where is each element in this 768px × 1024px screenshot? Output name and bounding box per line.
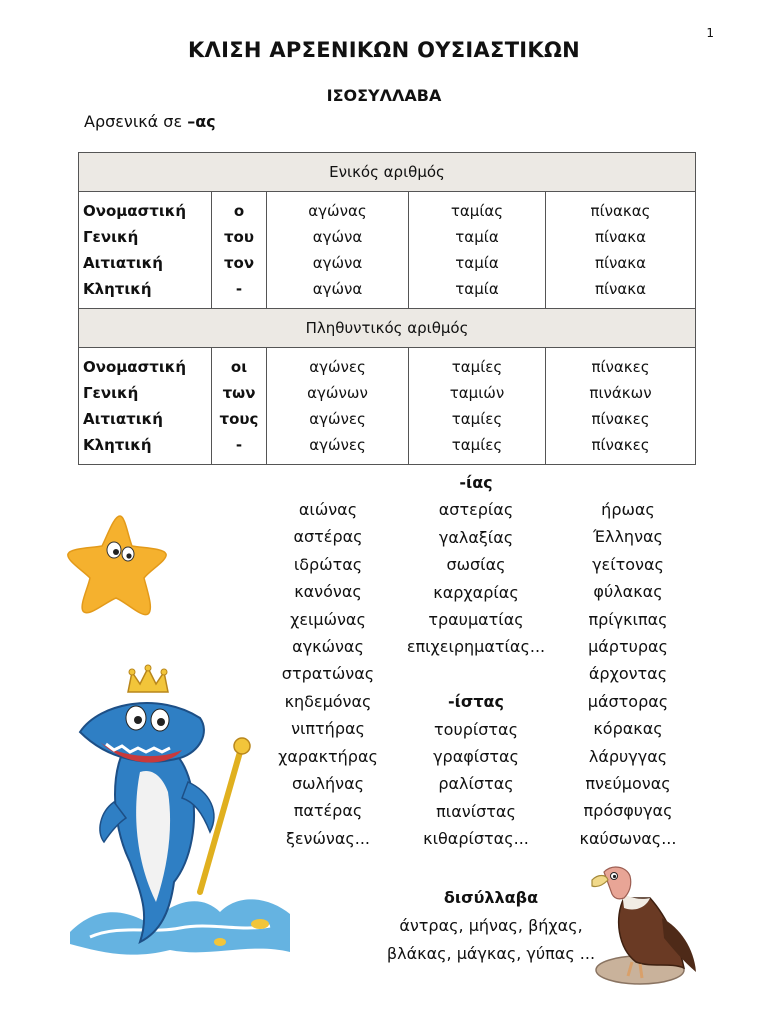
plural-word-column: [546, 348, 696, 465]
intro-label: Αρσενικά σε: [84, 112, 188, 131]
singular-word-column: [267, 192, 409, 309]
list-item: κανόνας: [294, 582, 362, 602]
case-label: Γενική: [83, 384, 139, 402]
list-item: επιχειρηματίας...: [406, 637, 546, 657]
word-form: ταμία: [455, 280, 499, 298]
word-form: ταμίες: [451, 358, 503, 376]
word-form: αγώνες: [309, 410, 366, 428]
case-label: Αιτιατική: [83, 254, 163, 272]
word-form: ταμία: [455, 254, 499, 272]
vulture-illustration: [584, 858, 702, 988]
word-form: αγώνας: [308, 202, 367, 220]
list-item: ραλίστας: [438, 774, 514, 794]
star-icon: [62, 510, 172, 618]
page-subtitle: ΙΣΟΣΥΛΛΑΒΑ: [326, 86, 442, 105]
list-item: ιδρώτας: [293, 554, 363, 574]
article: ο: [233, 202, 245, 220]
word-form: αγώνες: [309, 358, 366, 376]
list-item: χειμώνας: [290, 609, 366, 629]
word-form: πίνακα: [594, 254, 647, 272]
list-item: ήρωας: [601, 500, 655, 519]
singular-word-column: [546, 192, 696, 309]
list-item: πνεύμονας: [585, 773, 671, 793]
list-item: ξενώνας...: [285, 828, 371, 848]
list-item: τραυματίας: [428, 609, 524, 629]
word-form: αγώνα: [312, 254, 363, 272]
plural-cases: [79, 348, 212, 465]
list-item: γαλαξίας: [438, 527, 514, 547]
list-item: πιανίστας: [436, 801, 516, 821]
plural-word-column: [267, 348, 409, 465]
list-item: καύσωνας...: [579, 828, 677, 848]
page-title: ΚΛΙΣΗ ΑΡΣΕΝΙΚΩΝ ΟΥΣΙΑΣΤΙΚΩΝ: [187, 38, 581, 62]
word-form: αγώνα: [312, 280, 363, 298]
case-label: Ονομαστική: [83, 358, 187, 376]
list-item: πατέρας: [293, 801, 363, 821]
list-item: τουρίστας: [434, 719, 518, 739]
vulture-icon: [584, 858, 702, 988]
list-item: κόρακας: [593, 719, 663, 739]
disyllabic-line: άντρας, μήνας, βήχας,: [399, 916, 583, 935]
article: τους: [219, 410, 259, 428]
shark-king-illustration: [70, 662, 290, 962]
word-form: αγώνα: [312, 228, 363, 246]
plural-articles: [212, 348, 267, 465]
article: -: [235, 436, 243, 454]
star-illustration: [62, 510, 172, 618]
plural-header: Πληθυντικός αριθμός: [79, 309, 696, 348]
list-item: μάστορας: [587, 691, 669, 711]
list-item: σωλήνας: [291, 773, 365, 793]
case-label: Αιτιατική: [83, 410, 163, 428]
list-item: γείτονας: [592, 554, 664, 574]
column-heading: -ίστας: [447, 692, 505, 712]
list-item: κηδεμόνας: [284, 691, 372, 711]
word-form: αγώνων: [307, 384, 368, 402]
singular-header: Ενικός αριθμός: [79, 153, 696, 192]
article: οι: [230, 358, 248, 376]
list-item: μάρτυρας: [588, 636, 668, 656]
list-item: στρατώνας: [281, 664, 375, 684]
article: τον: [223, 254, 255, 272]
list-item: νιπτήρας: [291, 719, 365, 739]
word-form: ταμία: [455, 228, 499, 246]
article: -: [235, 280, 243, 298]
word-form: πίνακες: [591, 410, 650, 428]
declension-table: [78, 152, 696, 465]
word-form: πίνακας: [590, 202, 651, 220]
word-form: πίνακες: [591, 436, 650, 454]
word-list-col3: [566, 496, 690, 852]
list-item: Έλληνας: [593, 527, 663, 547]
list-item: χαρακτήρας: [278, 746, 378, 766]
case-label: Ονομαστική: [83, 202, 187, 220]
word-list-col2: [396, 469, 556, 852]
word-form: πίνακα: [594, 228, 647, 246]
word-form: ταμίες: [451, 410, 503, 428]
word-form: πίνακες: [591, 358, 650, 376]
word-form: πινάκων: [589, 384, 652, 402]
article: του: [223, 228, 254, 246]
disyllabic-line: βλάκας, μάγκας, γύπας ...: [386, 944, 596, 963]
word-form: πίνακα: [594, 280, 647, 298]
page-number: 1: [706, 26, 714, 40]
intro-ending: –ας: [187, 112, 216, 131]
disyllabic-heading: δισύλλαβα: [443, 888, 539, 907]
column-heading: -ίας: [459, 473, 493, 492]
shark-icon: [70, 662, 290, 962]
list-item: πρόσφυγας: [583, 801, 673, 821]
plural-rows: [79, 348, 696, 465]
word-form: ταμίας: [450, 202, 504, 220]
list-item: άρχοντας: [588, 664, 668, 684]
word-form: ταμίες: [451, 436, 503, 454]
list-item: γραφίστας: [433, 746, 519, 766]
singular-articles: [212, 192, 267, 309]
list-item: αστερίας: [438, 500, 514, 520]
list-item: κιθαρίστας...: [423, 829, 529, 849]
case-label: Κλητική: [83, 436, 152, 454]
word-form: αγώνες: [309, 436, 366, 454]
intro-text: [84, 112, 216, 131]
list-item: αστέρας: [293, 527, 363, 547]
plural-word-column: [409, 348, 546, 465]
spacer: [396, 661, 556, 688]
word-form: ταμιών: [449, 384, 505, 402]
case-label: Γενική: [83, 228, 139, 246]
list-item: φύλακας: [593, 582, 663, 602]
singular-cases: [79, 192, 212, 309]
disyllabic-block: [384, 884, 598, 968]
list-item: αγκώνας: [292, 636, 364, 656]
list-item: καρχαρίας: [433, 582, 519, 602]
list-item: σωσίας: [446, 555, 506, 575]
case-label: Κλητική: [83, 280, 152, 298]
singular-rows: [79, 192, 696, 309]
singular-word-column: [409, 192, 546, 309]
list-item: λάρυγγας: [588, 746, 668, 766]
list-item: αιώνας: [298, 500, 358, 519]
list-item: πρίγκιπας: [588, 609, 668, 629]
article: των: [222, 384, 256, 402]
